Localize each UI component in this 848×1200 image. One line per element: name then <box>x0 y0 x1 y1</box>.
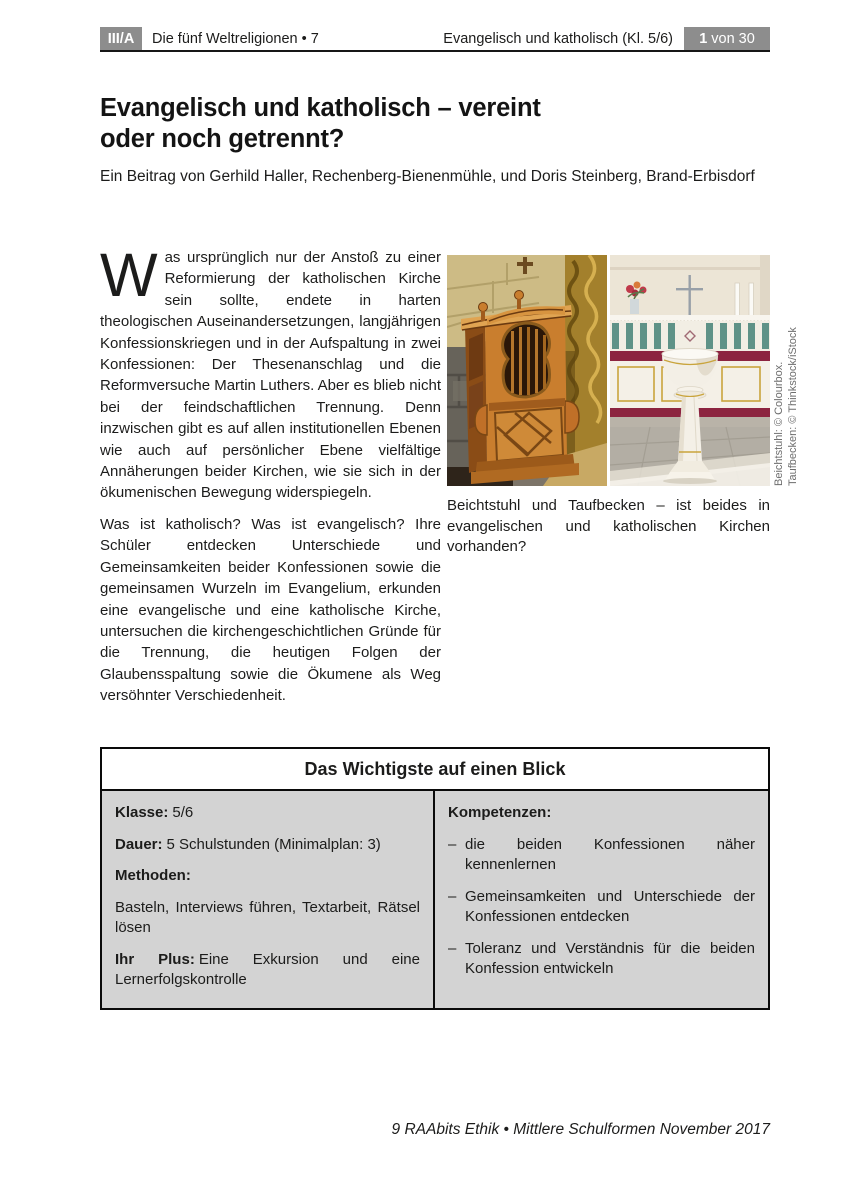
bullet-dash: – <box>448 887 457 905</box>
photo-credit <box>773 255 801 486</box>
intro-paragraph-1 <box>100 241 441 504</box>
intro-column <box>100 241 441 717</box>
kompetenz-item-text: Gemeinsamkeiten und Unterschiede der Konfessionen entdecken <box>465 887 755 925</box>
methoden-row <box>115 866 420 887</box>
unit-topic: Evangelisch und katholisch (Kl. 5/6) <box>443 30 673 47</box>
figure <box>447 255 770 558</box>
photo-credit-text <box>773 255 800 486</box>
title-line-1: Evangelisch und katholisch – vereint <box>100 94 541 122</box>
confessional-photo <box>447 255 607 486</box>
methoden-label: Methoden: <box>115 867 191 884</box>
info-box-right-cell <box>435 791 768 1008</box>
info-box-title: Das Wichtigste auf einen Blick <box>102 749 768 791</box>
byline: Ein Beitrag von Gerhild Haller, Rechenberg-Bienenmühle, und Doris Steinberg, Brand-Erbisdorf <box>100 168 755 185</box>
title-line-2: oder noch getrennt? <box>100 125 345 153</box>
intro-paragraph-2: Was ist katholisch? Was ist evangelisch? Ihre Schüler entdecken Unterschiede und Gemeinsamkeiten beider Konfessionen sowie die gemeinsamen Wurzeln im Evangelium, erkunden eine evangelische und eine katholische Kirche, untersuchen die kirchengeschichtlichen Gründe für die Trennung, die heutigen Folgen der Glaubensspaltung sowie die Ökumene als Weg versöhnter Verschiedenheit. <box>100 515 441 705</box>
dauer-row <box>115 835 420 856</box>
kompetenz-item <box>448 835 755 876</box>
kompetenzen-label: Kompetenzen: <box>448 804 552 821</box>
page-header <box>100 27 770 52</box>
klasse-value: 5/6 <box>172 804 194 821</box>
dauer-label: Dauer: <box>115 835 163 853</box>
baptismal-font-photo <box>610 255 770 486</box>
klasse-row <box>115 803 420 824</box>
info-box <box>100 747 770 1010</box>
kompetenz-item <box>448 887 755 928</box>
bullet-dash: – <box>448 835 457 853</box>
kompetenz-item <box>448 939 755 980</box>
dauer-value: 5 Schulstunden (Minimalplan: 3) <box>166 835 381 853</box>
bullet-dash: – <box>448 939 457 957</box>
drop-cap: W <box>100 241 158 309</box>
methoden-value: Basteln, Interviews führen, Textarbeit, Rätsel lösen <box>115 898 420 936</box>
page-footer: 9 RAAbits Ethik • Mittlere Schulformen November 2017 <box>391 1121 770 1138</box>
figure-images <box>447 255 770 486</box>
page-number-current: 1 <box>699 30 708 47</box>
info-box-body <box>102 791 768 1008</box>
figure-caption: Beichtstuhl und Taufbecken – ist beides in evangelischen und katholischen Kirchen vorhanden? <box>447 497 770 555</box>
kompetenz-item-text: Toleranz und Verständnis für die beiden Konfession entwickeln <box>465 939 755 977</box>
section-code-badge: III/A <box>100 27 142 50</box>
page-number-total: von 30 <box>711 30 755 47</box>
series-title: Die fünf Weltreligionen • 7 <box>152 30 319 47</box>
kompetenz-item-text: die beiden Konfessionen näher kennenlernen <box>465 835 755 873</box>
plus-value: Eine Exkursion und eine Lernerfolgskontrolle <box>115 950 420 988</box>
plus-label: Ihr Plus: <box>115 950 195 968</box>
photo-credit-line-1: Beichtstuhl: © Colourbox. <box>773 361 785 486</box>
klasse-label: Klasse: <box>115 804 169 821</box>
intro-paragraph-1-text: as ursprünglich nur der Anstoß zu einer Reformierung der katholischen Kirche sein sollte, endete in harten theologischen Auseinandersetzungen, langjährigen Konfessionskriegen und in der Aufspaltung in zwei Konfessionen: Der Thesenanschlag und die Reformversuche Martin Luthers. Aber es blieb nicht bei der feindschaftlichen Trennung. Denn inzwischen gibt es auf allen institutionellen Ebenen wie auch auf persönlicher Ebene vielfältige Annäherungen beider Kirchen, wie sie sich in der ökumenischen Bewegung widerspiegeln. <box>100 249 441 502</box>
plus-row <box>115 950 420 991</box>
article-title <box>100 93 541 155</box>
photo-credit-line-2: Taufbecken: © Thinkstock/iStock <box>786 327 799 486</box>
kompetenzen-heading <box>448 803 755 824</box>
page-number-badge <box>684 27 770 50</box>
info-box-left-cell <box>102 791 435 1008</box>
header-spacer <box>319 27 443 50</box>
